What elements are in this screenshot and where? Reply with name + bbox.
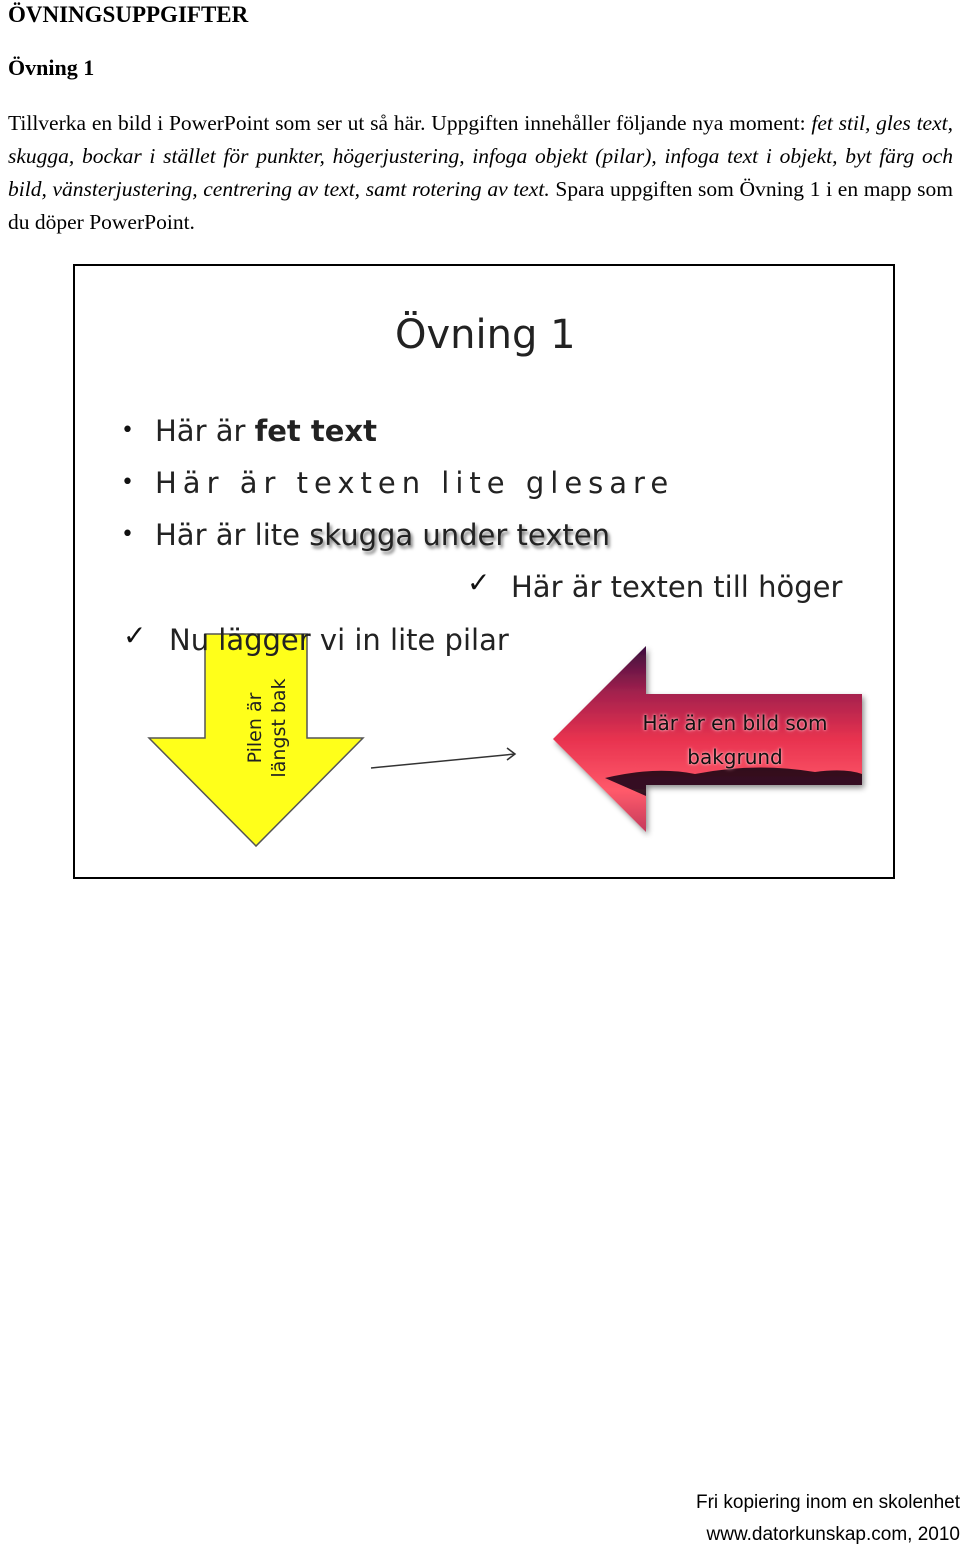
slide-preview — [73, 264, 895, 879]
page-footer — [696, 1487, 960, 1551]
bullet-dot-icon: • — [121, 522, 134, 547]
bullet-shadow — [155, 518, 610, 552]
sunset-arrow-label-line1: Här är en bild som — [642, 711, 828, 735]
instructions-lead: Tillverka en bild i PowerPoint som ser ut så här. Uppgiften innehåller följande nya moment: — [8, 111, 806, 135]
bullet-bold-strong: fet text — [254, 414, 377, 448]
bullet-shadow-text: skugga under texten — [309, 518, 610, 552]
footer-website: www.datorkunskap.com, 2010 — [706, 1524, 960, 1545]
yellow-arrow-label — [207, 668, 327, 788]
sunset-arrow-label-line2: bakgrund — [687, 745, 783, 769]
exercise-heading: Övning 1 — [8, 55, 95, 80]
bullet-spaced: Här är texten lite glesare — [155, 466, 675, 500]
yellow-arrow-label-line1: Pilen är — [244, 692, 266, 764]
bullet-dot-icon: • — [121, 418, 134, 443]
check-item-right: Här är texten till höger — [511, 570, 843, 604]
bullet-shadow-plain: Här är lite — [155, 518, 310, 552]
instructions-paragraph — [8, 107, 953, 239]
slide-title: Övning 1 — [395, 312, 576, 358]
check-item-left: Nu lägger vi in lite pilar — [169, 623, 509, 657]
sunset-arrow-label — [615, 706, 855, 774]
bullet-bold-plain: Här är — [155, 414, 255, 448]
footer-copy-notice: Fri kopiering inom en skolenhet — [695, 1492, 960, 1513]
bullet-bold — [155, 414, 377, 448]
yellow-arrow-label-line2: längst bak — [268, 678, 290, 778]
bullet-dot-icon: • — [121, 470, 134, 495]
instructions-topics: fet stil, gles text, skugga, bockar i stället för punkter, högerjustering, infoga objekt (pilar), infoga text i objekt, byt färg och bild, vänsterjustering, centrering av text, samt rotering av text. — [8, 111, 953, 201]
instructions-save: Spara uppgiften som Övning 1 i en mapp som du döper PowerPoint. — [8, 177, 953, 234]
connector-arrow — [371, 754, 515, 768]
page-title: ÖVNINGSUPPGIFTER — [8, 2, 249, 27]
checkmark-icon: ✓ — [123, 619, 147, 652]
checkmark-icon: ✓ — [467, 566, 491, 599]
